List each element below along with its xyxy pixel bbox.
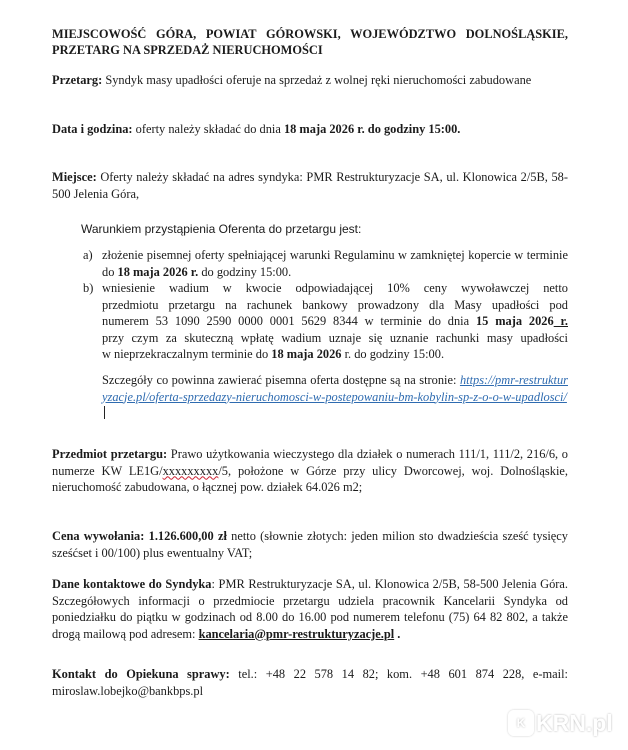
przetarg-paragraph [52, 72, 568, 89]
kontakt-syndyk-text: : PMR Restrukturyzacje SA, ul. Klonowica 2/5B, 58-500 Jelenia Góra. Szczegółowych informacji o przedmiocie przetargu udziela pracownik Kancelarii Syndyka od poniedziałku do piątku w godzinach od 8.00 do 16.00 pod numerem telefonu (75) 64 82 802, a także drogą mailową pod adresem: [52, 577, 569, 641]
warunki-b-deadline-text: w nieprzekraczalnym terminie do [102, 347, 272, 361]
data-text: oferty należy składać do dnia [132, 122, 284, 136]
warunki-marker-b: b) [83, 281, 94, 295]
oferta-link[interactable]: https://pmr-restrukturyzacje.pl/oferta-sprzedazy-nieruchomosci-w-postepowaniu-bm-kobylin-sp-z-o-o-w-upadlosci/ [102, 373, 568, 404]
warunki-b-line-2: przedmiotu przetargu na rachunek bankowy prowadzony dla Masy upadłości pod [102, 297, 568, 312]
przedmiot-label: Przedmiot przetargu: [52, 447, 168, 461]
warunki-b-time: r. do godziny 15:00. [341, 347, 445, 361]
krn-logo [508, 706, 618, 740]
kw-masked-number: xxxxxxxxx [162, 463, 219, 478]
warunki-a-time: do godziny 15:00. [198, 264, 292, 279]
warunki-b-line-3 [102, 313, 568, 330]
krn-logo-text: KRN.pl [536, 709, 613, 736]
warunki-b-account: numerem 53 1090 2590 0000 0001 5629 8344 w terminie do dnia [102, 314, 476, 328]
kontakt-syndyk-paragraph [52, 576, 568, 642]
warunki-item-b [83, 280, 568, 363]
document-title: MIEJSCOWOŚĆ GÓRA, POWIAT GÓROWSKI, WOJEWÓDZTWO DOLNOŚLĄSKIE, PRZETARG NA SPRZEDAŻ NIERUCHOMOŚCI [52, 27, 568, 57]
warunki-intro: Warunkiem przystąpienia Oferenta do przetargu jest: [81, 222, 362, 236]
cena-label: Cena wywołania: 1.126.600,00 zł [52, 529, 227, 543]
opiekun-paragraph [52, 666, 568, 699]
warunki-list [83, 247, 568, 363]
miejsce-text: Oferty należy składać na adres syndyka: PMR Restrukturyzacje SA, ul. Klonowica 2/5B, 58-500 Jelenia Góra, [52, 170, 568, 201]
warunki-b-line-5 [102, 346, 568, 363]
cena-paragraph [52, 528, 568, 561]
przedmiot-text-2: /5, położone w Górze przy ulicy Dworcowej, woj. Dolnośląskie, nieruchomość zabudowana, o łącznej pow. działek 64.026 m2; [52, 463, 568, 494]
warunki-b-line-4: przy czym za skuteczną wpłatę wadium uznaje się uznanie rachunki masy upadłości [102, 330, 568, 345]
warunki-marker-a: a) [83, 248, 93, 262]
warunki-b-r: r. [553, 314, 568, 328]
text-cursor [104, 406, 105, 419]
szczegoly-paragraph [102, 372, 568, 422]
warunki-item-a [83, 247, 568, 280]
miejsce-label: Miejsce: [52, 170, 97, 184]
data-deadline: 18 maja 2026 r. do godziny 15:00. [283, 122, 461, 136]
opiekun-label: Kontakt do Opiekuna sprawy: [52, 667, 230, 681]
przedmiot-text: Prawo użytkowania wieczystego dla działek o numerach 111/1, 111/2, 216/6, o numerze KW LE1G/ [52, 447, 568, 478]
kancelaria-email-link[interactable]: kancelaria@pmr-restrukturyzacje.pl [198, 626, 395, 641]
przetarg-text: Syndyk masy upadłości oferuje na sprzedaż z wolnej ręki nieruchomości zabudowane [102, 73, 532, 87]
opiekun-text: tel.: +48 22 578 14 82; kom. +48 601 874 228, e-mail: miroslaw.lobejko@bankbps.pl [52, 667, 568, 698]
warunki-b-date-2: 18 maja 2026 [271, 347, 342, 361]
data-label: Data i godzina: [52, 122, 133, 136]
warunki-b-line-1: wniesienie wadium w kwocie odpowiadającej 10% ceny wywoławczej netto [102, 281, 568, 295]
house-icon: K [508, 710, 534, 736]
przedmiot-paragraph [52, 446, 568, 496]
miejsce-paragraph [52, 169, 568, 202]
kontakt-syndyk-end: . [394, 626, 401, 641]
kontakt-syndyk-label: Dane kontaktowe do Syndyka [52, 577, 212, 591]
data-paragraph [52, 121, 568, 138]
warunki-b-date-1: 15 maja 2026 [475, 314, 554, 328]
warunki-a-date: 18 maja 2026 r. [117, 264, 199, 279]
warunki-a-text: złożenie pisemnej oferty spełniającej warunki Regulaminu w zamkniętej kopercie w terminie do [102, 248, 568, 279]
cena-text: netto (słownie złotych: jeden milion sto dwadzieścia sześć tysięcy sześćset i 00/100) plus ewentualny VAT; [52, 529, 569, 560]
przetarg-label: Przetarg: [52, 73, 103, 87]
szczegoly-text: Szczegóły co powinna zawierać pisemna oferta dostępne są na stronie: [102, 373, 460, 387]
